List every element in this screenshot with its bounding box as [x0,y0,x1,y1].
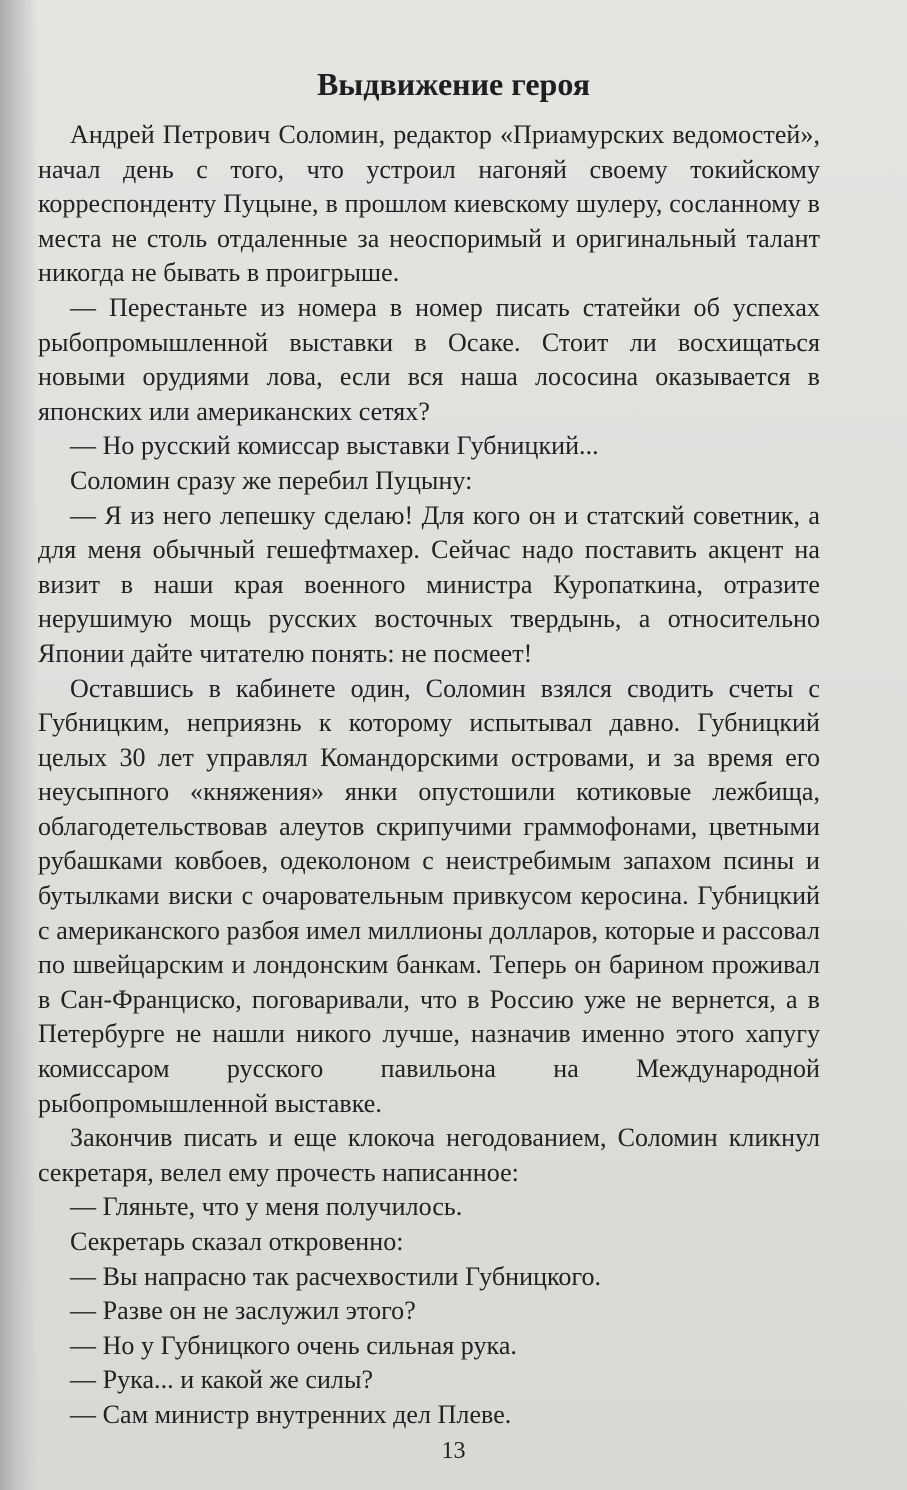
paragraph: — Сам министр внутренних дел Плеве. [70,1399,512,1429]
paragraph: — Разве он не заслужил этого? [70,1296,416,1326]
paragraph: — Рука... и какой же силы? [70,1365,374,1395]
paragraph: Закончив писать и еще клокоча негодованием, Соломин кликнул секретаря, велел ему прочесть написанное: [38,1123,820,1187]
paragraph: Соломин сразу же перебил Пуцыну: [70,465,473,495]
paragraph: — Гляньте, что у меня получилось. [70,1192,463,1222]
page-number: 13 [441,1438,466,1464]
chapter-body [38,118,820,1433]
paragraph: Андрей Петрович Соломин, редактор «Приамурских ведомостей», начал день с того, что устроил нагоняй своему токийскому корреспонденту Пуцыне, в прошлом киевскому шулеру, сосланному в места не столь отдаленные за неоспоримый и оригинальный талант никогда не бывать в проигрыше. [38,120,820,288]
paragraph: — Перестаньте из номера в номер писать статейки об успехах рыбопромышленной выставки в Осаке. Стоит ли восхищаться новыми орудиями лова, если вся наша лососина оказывается в японских или американских сетях? [38,292,820,426]
paragraph: Секретарь сказал откровенно: [70,1227,404,1256]
chapter-title: Выдвижение героя [316,66,591,102]
paragraph: — Вы напрасно так расчехвостили Губницкого. [70,1261,602,1291]
paragraph: — Но русский комиссар выставки Губницкий... [70,431,599,461]
paragraph: — Но у Губницкого очень сильная рука. [70,1330,517,1360]
paragraph: — Я из него лепешку сделаю! Для кого он и статский советник, а для меня обычный гешефтмахер. Сейчас надо поставить акцент на визит в наши края военного министра Куропаткина, отразите нерушимую мощь русских восточных твердынь, а относительно Японии дайте читателю понять: не посмеет! [38,500,820,668]
paragraph: Оставшись в кабинете один, Соломин взялся сводить счеты с Губницким, неприязнь к которому испытывал давно. Губницкий целых 30 лет управлял Командорскими островами, и за время его неусыпного «княжения» янки опустошили котиковые лежбища, облагодетельствовав алеутов скрипучими граммофонами, цветными рубашками ковбоев, одеколоном с неистребимым запахом псины и бутылками виски с очаровательным привкусом керосина. Губницкий с американского разбоя имел миллионы долларов, которые и рассовал по швейцарским и лондонским банкам. Теперь он барином проживал в Сан-Франциско, поговаривали, что в Россию уже не вернется, а в Петербурге не нашли никого лучше, назначив именно этого хапугу комиссаром русского павильона на Международной рыбопромышленной выставке. [38,673,820,1118]
